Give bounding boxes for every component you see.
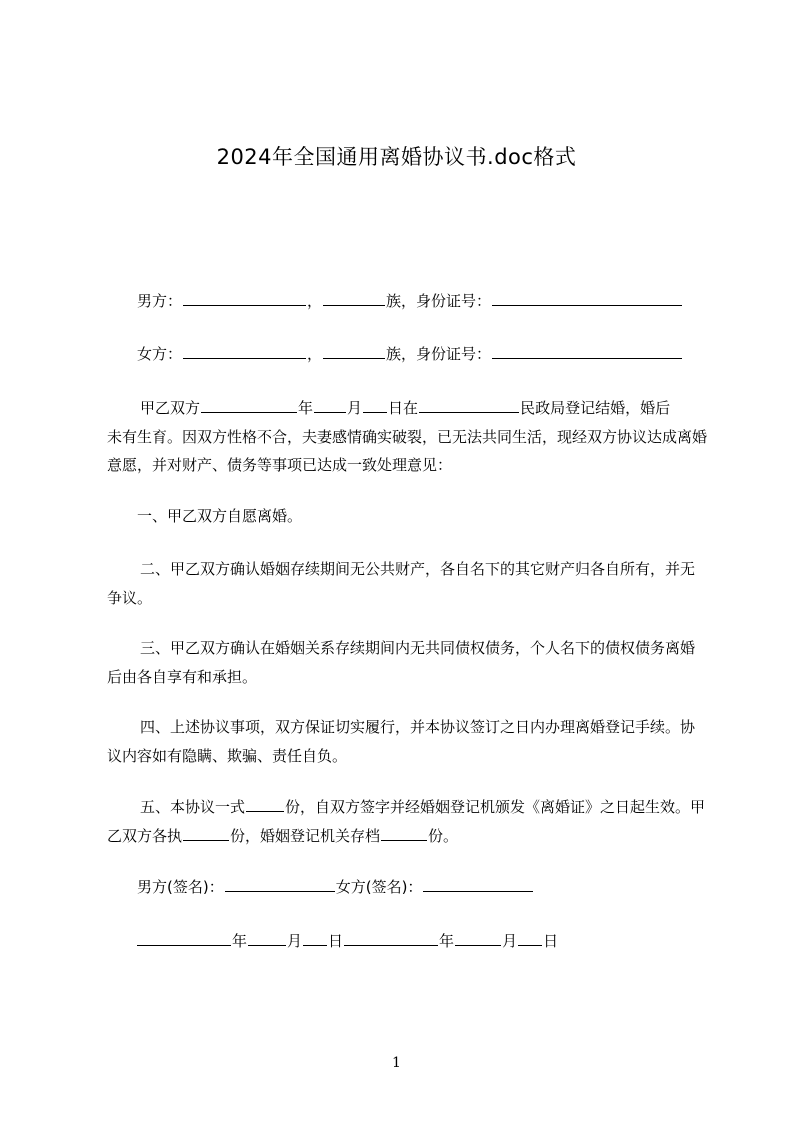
female-ethnic-blank	[323, 357, 385, 359]
signature-line	[137, 876, 534, 898]
male-signature-label: 男方(签名)：	[137, 878, 224, 896]
female-ethnic-label: 族，身份证号：	[386, 345, 492, 363]
date-day-blank-1	[303, 944, 327, 946]
intro-first-line: 甲乙双方 年 月 日在 民政局登记结婚，婚后	[140, 399, 671, 417]
copies-total-blank	[246, 810, 284, 812]
male-label: 男方：	[137, 292, 183, 310]
date-day-blank-2	[518, 944, 542, 946]
female-label: 女方：	[137, 345, 183, 363]
marriage-month-blank	[314, 411, 346, 413]
male-name-blank	[183, 304, 306, 306]
date-line: 年 月 日 年 月 日	[137, 930, 558, 952]
female-id-blank	[492, 357, 682, 359]
male-separator: ，	[307, 292, 323, 310]
female-signature-label: 女方(签名)：	[335, 878, 423, 896]
female-name-blank	[183, 357, 306, 359]
male-id-blank	[492, 304, 682, 306]
marriage-day-blank	[363, 411, 387, 413]
document-title: 2024年全国通用离婚协议书.doc格式	[216, 145, 577, 169]
male-ethnic-label: 族，身份证号：	[386, 292, 492, 310]
marriage-year-blank	[201, 411, 297, 413]
clause-1: 一、甲乙双方自愿离婚。	[137, 507, 303, 525]
female-info-line	[137, 343, 683, 365]
bureau-blank	[419, 411, 519, 413]
female-separator: ，	[307, 345, 323, 363]
clause-5: 五、本协议一式 份，自双方签字并经婚姻登记机颁发《离婚证》之日起生效。甲乙双方各执 份，婚姻登记机关存档 份。	[107, 798, 706, 845]
date-month-blank-2	[455, 944, 501, 946]
intro-paragraph	[107, 394, 707, 480]
clause-2: 二、甲乙双方确认婚姻存续期间无公共财产，各自名下的其它财产归各自所有，并无争议。	[107, 560, 696, 607]
female-signature-blank	[423, 890, 533, 892]
intro-rest: 未有生育。因双方性格不合，夫妻感情确实破裂，已无法共同生活，现经双方协议达成离婚意愿，并对财产、债务等事项已达成一致处理意见：	[107, 427, 708, 474]
copies-archive-blank	[381, 839, 427, 841]
clause-4: 四、上述协议事项，双方保证切实履行，并本协议签订之日内办理离婚登记手续。协议内容如有隐瞒、欺骗、责任自负。	[107, 718, 696, 765]
male-info-line	[137, 290, 683, 312]
copies-each-blank	[183, 839, 229, 841]
page-number: 1	[392, 1055, 401, 1071]
date-month-blank-1	[248, 944, 286, 946]
male-ethnic-blank	[323, 304, 385, 306]
clause-3: 三、甲乙双方确认在婚姻关系存续期间内无共同债权债务，个人名下的债权债务离婚后由各自享有和承担。	[107, 639, 696, 686]
male-signature-blank	[225, 890, 335, 892]
date-year-blank-2	[344, 944, 438, 946]
date-year-blank-1	[137, 944, 231, 946]
